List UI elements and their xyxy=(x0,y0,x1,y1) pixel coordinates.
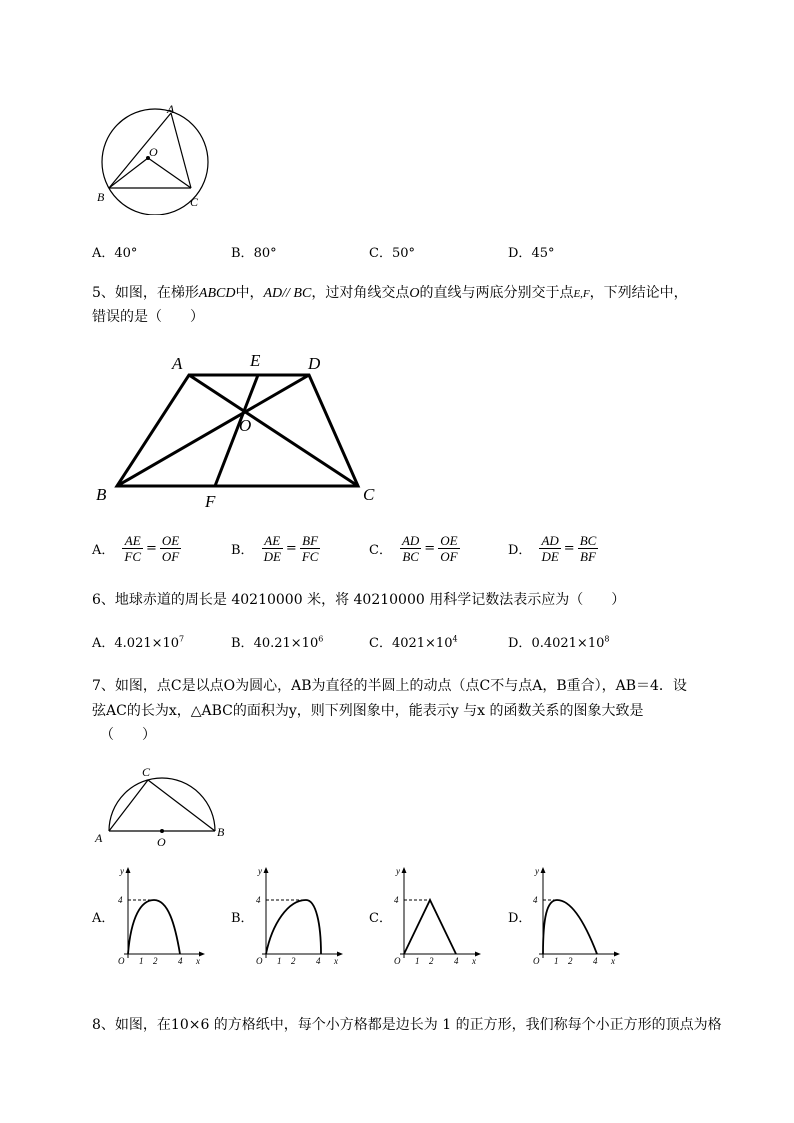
q7-semicircle-figure xyxy=(88,760,238,852)
svg-text:x: x xyxy=(196,956,200,966)
svg-text:4: 4 xyxy=(118,895,123,905)
svg-text:2: 2 xyxy=(153,956,158,966)
q4-option-b[interactable]: B．80° xyxy=(231,246,277,261)
svg-text:4: 4 xyxy=(593,956,598,966)
y-axis-arrow xyxy=(264,867,269,873)
svg-text:4: 4 xyxy=(316,956,321,966)
svg-text:y: y xyxy=(535,866,539,876)
svg-text:4: 4 xyxy=(454,956,459,966)
q5-point-c: C xyxy=(363,485,375,504)
q7-point-c: C xyxy=(142,765,151,779)
y-axis-arrow xyxy=(126,867,131,873)
q4-option-c[interactable]: C．50° xyxy=(369,246,415,261)
q5-point-o: O xyxy=(239,416,252,435)
svg-text:1: 1 xyxy=(277,956,282,966)
q7-graph-b[interactable] xyxy=(250,862,346,968)
q7-option-d-label[interactable]: D． xyxy=(508,911,532,926)
svg-text:O: O xyxy=(118,956,125,966)
q8-stem: 8、如图，在10×6 的方格纸中，每个小方格都是边长为 1 的正方形，我们称每个小正方形的顶点为格 xyxy=(92,1017,722,1033)
q4-point-b: B xyxy=(97,190,105,204)
q5-point-b: B xyxy=(96,485,107,504)
q7-stem-line3: （ ） xyxy=(100,727,156,743)
q5-segment-ef xyxy=(215,375,258,486)
q5-option-a[interactable]: A． $\frac{AE}{FC}$ = $\frac{OE}{OF}$ xyxy=(92,533,180,564)
q4-radius-ob xyxy=(109,158,148,188)
q5-stem-line1: 5、如图，在梯形ABCD中，AD// BC，过对角线交点O的直线与两底分别交于点E,F，下列结论中， xyxy=(92,285,688,301)
svg-text:2: 2 xyxy=(568,956,573,966)
svg-text:4: 4 xyxy=(178,956,183,966)
q6-stem: 6、地球赤道的周长是 40210000 米，将 40210000 用科学记数法表示应为（ ） xyxy=(92,592,626,608)
q7-point-o: O xyxy=(157,835,166,849)
q7-center-dot xyxy=(160,829,164,833)
q7-stem-line2: 弦AC的长为x，△ABC的面积为y，则下列图象中，能表示y 与x 的函数关系的图象大致是 xyxy=(92,703,644,719)
svg-text:y: y xyxy=(120,866,124,876)
q4-point-c: C xyxy=(190,195,199,209)
q7-stem-line1: 7、如图，点C是以点O为圆心，AB为直径的半圆上的动点（点C不与点A，B重合），AB＝4．设 xyxy=(92,678,687,694)
q4-option-a[interactable]: A．40° xyxy=(92,246,138,261)
svg-text:4: 4 xyxy=(533,895,538,905)
svg-text:O: O xyxy=(394,956,401,966)
svg-text:x: x xyxy=(611,956,615,966)
svg-text:y: y xyxy=(258,866,262,876)
q5-trapezoid-figure xyxy=(88,348,388,513)
q7-option-c-label[interactable]: C． xyxy=(369,911,392,926)
q5-point-e: E xyxy=(250,351,261,370)
curve xyxy=(128,900,180,954)
q5-stem-line2: 错误的是（ ） xyxy=(92,309,204,325)
y-axis-arrow xyxy=(541,867,546,873)
svg-text:2: 2 xyxy=(291,956,296,966)
q7-point-b: B xyxy=(217,825,225,839)
q6-option-d[interactable]: D．$0.4021\times 10^8$ xyxy=(508,634,610,651)
svg-text:x: x xyxy=(334,956,338,966)
curve xyxy=(543,900,597,954)
svg-text:1: 1 xyxy=(554,956,559,966)
q4-point-a: A xyxy=(167,102,175,116)
curve xyxy=(266,900,321,954)
q6-option-b[interactable]: B．$40.21\times 10^6$ xyxy=(231,634,324,651)
q5-option-d[interactable]: D． $\frac{AD}{DE}$ = $\frac{BC}{BF}$ xyxy=(508,533,597,564)
q7-option-b-label[interactable]: B． xyxy=(231,911,254,926)
q5-point-f: F xyxy=(205,492,216,511)
svg-text:y: y xyxy=(396,866,400,876)
svg-text:x: x xyxy=(472,956,476,966)
q6-option-c[interactable]: C．$4021\times 10^4$ xyxy=(369,634,458,651)
q7-point-a: A xyxy=(95,831,103,845)
q7-chord-bc xyxy=(148,780,215,831)
q7-semicircle-arc xyxy=(109,778,215,831)
q7-graph-a[interactable] xyxy=(112,862,208,968)
q7-graph-c[interactable] xyxy=(388,862,484,968)
q4-point-o: O xyxy=(149,145,158,159)
q4-option-d[interactable]: D．45° xyxy=(508,246,555,261)
y-axis-arrow xyxy=(402,867,407,873)
q5-point-a: A xyxy=(172,354,183,373)
svg-text:O: O xyxy=(256,956,263,966)
q7-option-a-label[interactable]: A． xyxy=(92,911,115,926)
q4-circle-figure xyxy=(88,100,218,215)
q5-point-d: D xyxy=(308,354,321,373)
curve xyxy=(404,900,456,954)
q6-option-a[interactable]: A．$4.021\times 10^7$ xyxy=(92,634,185,651)
svg-text:1: 1 xyxy=(415,956,420,966)
svg-text:4: 4 xyxy=(256,895,261,905)
q5-option-c[interactable]: C． $\frac{AD}{BC}$ = $\frac{OE}{OF}$ xyxy=(369,533,458,564)
q7-graph-d[interactable] xyxy=(527,862,623,968)
svg-text:O: O xyxy=(533,956,540,966)
svg-text:4: 4 xyxy=(394,895,399,905)
q5-option-b[interactable]: B． $\frac{AE}{DE}$ = $\frac{BF}{FC}$ xyxy=(231,533,319,564)
svg-text:2: 2 xyxy=(429,956,434,966)
svg-text:1: 1 xyxy=(139,956,144,966)
